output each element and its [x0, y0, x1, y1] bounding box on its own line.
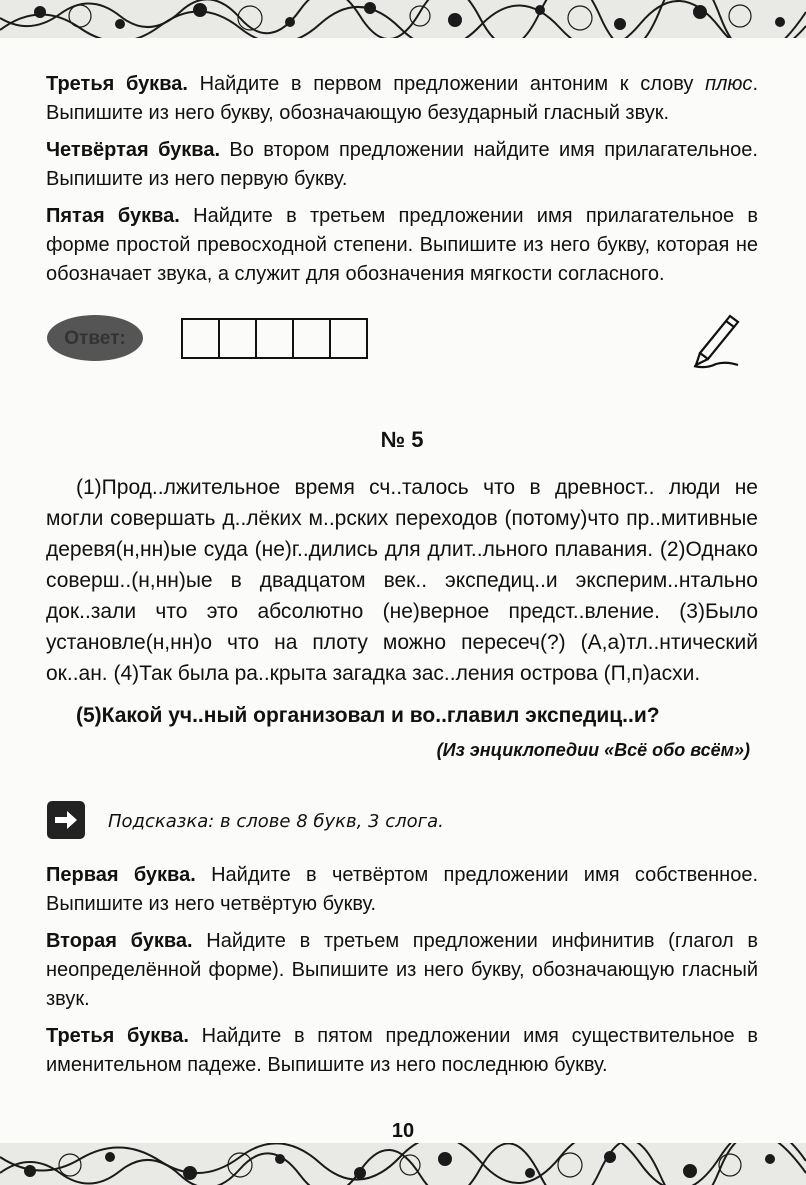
instruction-third-letter-2: Третья буква. Найдите в пятом предложении имя существительное в именительном падеже. Выпишите из него последнюю букву. [46, 1025, 758, 1076]
answer-box[interactable] [257, 320, 294, 357]
page-content [46, 70, 758, 1088]
bottom-ornament [0, 1143, 806, 1185]
instruction-fourth-letter: Четвёртая буква. Во втором предложении найдите имя прилагательное. Выпишите из него первую букву. [46, 139, 758, 190]
top-ornament [0, 0, 806, 38]
answer-box[interactable] [331, 320, 366, 357]
task-source: (Из энциклопедии «Всё обо всём») [436, 740, 750, 760]
task-title: № 5 [380, 427, 424, 452]
hint-text: Подсказка: в слове 8 букв, 3 слога. [108, 811, 444, 832]
page-number: 10 [391, 1120, 415, 1142]
instruction-second-letter: Вторая буква. Найдите в третьем предложении инфинитив (глагол в неопределённой форме). Выпишите из него букву, обозначающую гласный звук. [46, 930, 758, 1010]
task-question: (5)Какой уч..ный организовал и во..главил экспедиц..и? [76, 704, 660, 727]
instruction-fifth-letter: Пятая буква. Найдите в третьем предложении имя прилагательное в форме простой превосходной степени. Выпишите из него букву, которая не обозначает звука, а служит для обозначения мягкости согласного. [46, 205, 758, 285]
arrow-right-icon [47, 801, 85, 839]
pencil-icon [686, 309, 746, 378]
task-text: (1)Прод..лжительное время сч..талось что в древност.. люди не могли совершать д..лёких м..рских переходов (потому)что пр..митивные деревя(н,нн)ые суда (не)г..дились для длит..льного плавания. (2)Однако соверш..(н,нн)ые в двадцатом век.. экспедиц..и эксперим..нтально док..зали что это абсолютно (не)верное предст..вление. (3)Было установле(н,нн)о что на плоту можно пересеч(?) (А,а)тл..нтический ок..ан. (4)Так была ра..крыта загадка зас..ления острова (П,п)асхи. [46, 476, 758, 685]
answer-box[interactable] [294, 320, 331, 357]
instruction-third-letter: Третья буква. Найдите в первом предложении антоним к слову плюс. Выпишите из него букву, обозначающую безударный гласный звук. [46, 73, 758, 124]
answer-row [46, 309, 758, 369]
answer-boxes[interactable] [181, 318, 368, 359]
hint-row [46, 801, 758, 841]
instruction-first-letter: Первая буква. Найдите в четвёртом предложении имя собственное. Выпишите из него четвёртую букву. [46, 864, 759, 915]
answer-box[interactable] [183, 320, 220, 357]
answer-badge: Ответ: [47, 315, 143, 361]
answer-box[interactable] [220, 320, 257, 357]
